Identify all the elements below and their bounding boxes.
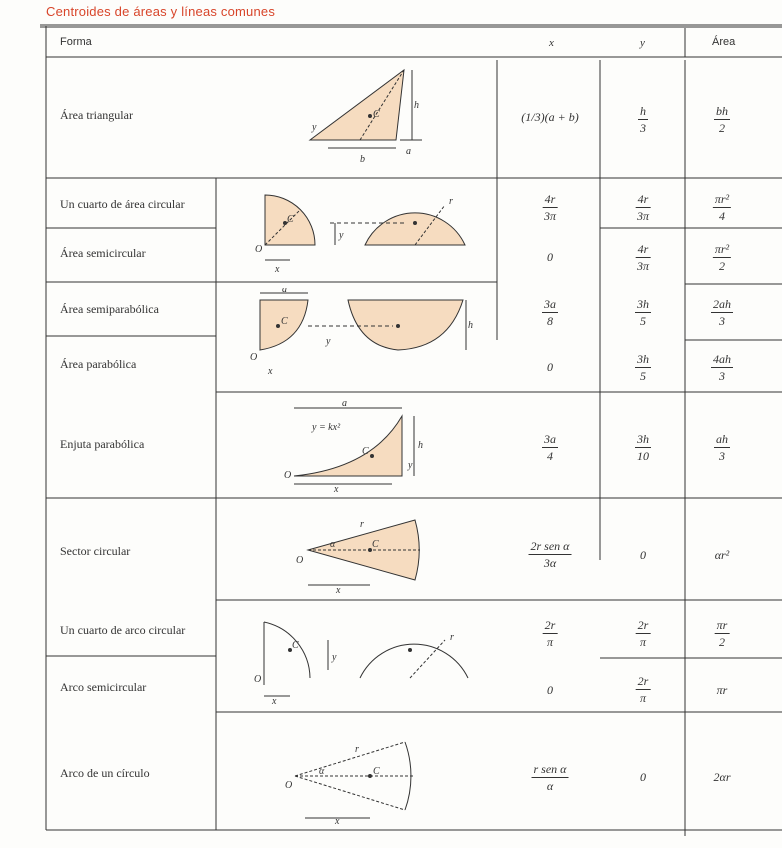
semiparabola-label-h: h [468, 320, 473, 331]
row-9-length-value: 2αr [713, 770, 731, 784]
row-6-y-value: 0 [640, 548, 646, 562]
quarter-and-semicircular-arc-diagram [250, 610, 480, 705]
spandrel-label-x: x [334, 484, 339, 493]
semiparabola-label-a: a [282, 288, 287, 295]
spandrel-diagram [282, 398, 442, 493]
triangle-diagram [300, 62, 430, 172]
quarter-arc-label-y: y [332, 652, 337, 663]
row-3-y-fraction: $\frac{3h}{5}$ [637, 297, 649, 328]
spandrel-label-eq: y = kx² [312, 422, 341, 433]
sector-label-o: O [296, 555, 304, 566]
row-label-triangle: Área triangular [60, 108, 133, 122]
header-area: Área [712, 36, 736, 48]
row-0-y-fraction: $\frac{h}{3}$ [640, 104, 646, 135]
row-label-semiparabolic: Área semiparabólica [60, 302, 159, 316]
quarter-circle-label-x: x [275, 264, 280, 275]
row-label-quarter-circle-area: Un cuarto de área circular [60, 197, 185, 211]
triangle-label-y: y [312, 122, 317, 133]
row-6-x-fraction: 2r sen α 3α [530, 539, 570, 570]
triangle-label-b: b [360, 154, 365, 165]
row-label-quarter-arc: Un cuarto de arco circular [60, 623, 186, 637]
row-9-x-fraction: r sen α α [533, 762, 567, 793]
triangle-label-c: C [373, 109, 380, 120]
row-9-y-value: 0 [640, 770, 646, 784]
row-7-length-fraction: $\frac{\pi r}{2}$ [716, 618, 728, 649]
spandrel-label-o: O [284, 470, 292, 481]
arc-label-c: C [373, 766, 380, 777]
row-6-area-value: αr² [714, 548, 730, 562]
header-y: y [640, 37, 645, 49]
spandrel-label-a: a [342, 398, 347, 409]
sector-diagram [290, 505, 430, 595]
sector-label-alpha: α [330, 539, 336, 550]
quarter-circle-label-o: O [255, 244, 263, 255]
row-3-area-fraction: $\frac{2ah}{3}$ [713, 297, 731, 328]
sector-label-c: C [372, 539, 379, 550]
row-1-y-fraction: $\frac{4r}{3\pi}$ [636, 192, 650, 223]
sector-label-r: r [360, 519, 364, 530]
triangle-label-a: a [406, 146, 411, 157]
row-8-y-fraction: $\frac{2r}{\pi}$ [637, 674, 649, 705]
row-0-x-value: (1/3)(a + b) [521, 110, 579, 124]
row-2-area-fraction: $\frac{\text{πr²}}{2}$ [714, 242, 730, 273]
row-7-y-fraction: $\frac{2r}{\pi}$ [637, 618, 649, 649]
row-5-area-fraction: $\frac{ah}{3}$ [716, 432, 728, 463]
row-1-area-fraction: $\frac{\text{πr²}}{4}$ [714, 192, 730, 223]
quarter-circle-label-r: r [449, 196, 453, 207]
semiparabola-label-x: x [268, 366, 273, 377]
row-label-semicircular-arc: Arco semicircular [60, 680, 147, 694]
header-shape: Forma [60, 36, 92, 48]
row-5-y-fraction: $\frac{3h}{10}$ [637, 432, 649, 463]
row-4-x-value: 0 [547, 360, 553, 374]
row-1-x-fraction: $\frac{4r}{3\pi}$ [543, 192, 557, 223]
arc-label-o: O [285, 780, 293, 791]
arc-diagram [285, 730, 435, 825]
row-8-x-value: 0 [547, 683, 553, 697]
semiparabolic-diagram [248, 288, 478, 378]
quarter-arc-label-r: r [450, 632, 454, 643]
row-label-semicircle-area: Área semicircular [60, 246, 146, 260]
row-label-spandrel: Enjuta parabólica [60, 437, 145, 451]
sector-label-x: x [336, 585, 341, 595]
spandrel-label-y: y [408, 460, 413, 471]
row-4-y-fraction: $\frac{3h}{5}$ [637, 352, 649, 383]
quarter-and-semicircle-diagram [255, 180, 475, 275]
semiparabola-label-y: y [326, 336, 331, 347]
arc-label-r: r [355, 744, 359, 755]
row-5-x-fraction: $\frac{3a}{4}$ [544, 432, 556, 463]
triangle-label-h: h [414, 100, 419, 111]
semiparabola-label-c: C [281, 316, 288, 327]
arc-label-alpha: α [319, 766, 325, 777]
quarter-arc-label-c: C [292, 640, 299, 651]
row-8-length-value: πr [716, 683, 728, 697]
row-label-sector: Sector circular [60, 544, 131, 558]
page-title: Centroides de áreas y líneas comunes [46, 4, 276, 19]
quarter-arc-label-x: x [272, 696, 277, 705]
quarter-arc-label-o: O [254, 674, 262, 685]
spandrel-label-h: h [418, 440, 423, 451]
arc-label-x: x [335, 816, 340, 825]
row-4-area-fraction: $\frac{4ah}{3}$ [713, 352, 731, 383]
row-2-x-value: 0 [547, 250, 553, 264]
row-label-parabolic: Área parabólica [60, 357, 137, 371]
quarter-circle-label-y: y [339, 230, 344, 241]
semiparabola-label-o: O [250, 352, 258, 363]
header-x: x [549, 37, 554, 49]
row-2-y-fraction: $\frac{4r}{3\pi}$ [636, 242, 650, 273]
row-7-x-fraction: $\frac{2r}{\pi}$ [544, 618, 556, 649]
row-label-arc: Arco de un círculo [60, 766, 150, 780]
spandrel-label-c: C [362, 446, 369, 457]
row-3-x-fraction: $\frac{3a}{8}$ [544, 297, 556, 328]
quarter-circle-label-c: C [287, 214, 294, 225]
row-0-area-fraction: $\frac{bh}{2}$ [716, 104, 728, 135]
